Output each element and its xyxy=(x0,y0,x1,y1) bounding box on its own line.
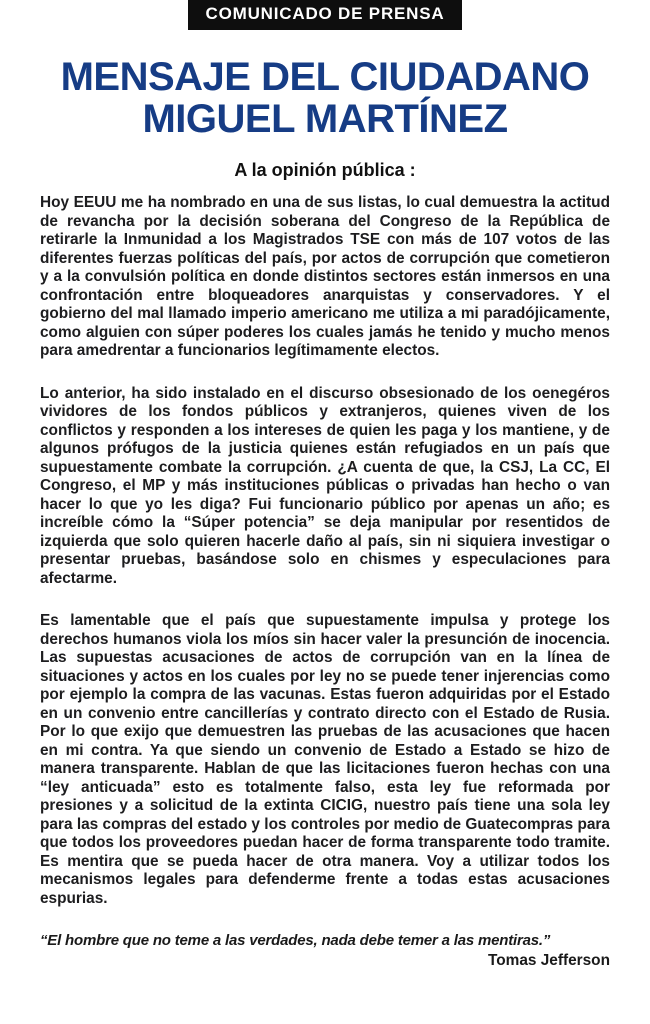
closing-quote-attribution: Tomas Jefferson xyxy=(487,952,610,969)
closing-quote-text: “El hombre que no teme a las verdades, nada debe temer a las mentiras.” xyxy=(40,932,551,949)
page-title-line1: MENSAJE DEL CIUDADANO xyxy=(60,55,590,99)
body-content xyxy=(0,194,650,908)
press-release-banner: COMUNICADO DE PRENSA xyxy=(188,0,463,30)
page-title-line2: MIGUEL MARTÍNEZ xyxy=(142,97,508,141)
closing-quote-block xyxy=(0,932,650,970)
page-title xyxy=(0,56,650,140)
salutation: A la opinión pública : xyxy=(234,160,416,180)
body-paragraph: Hoy EEUU me ha nombrado en una de sus listas, lo cual demuestra la actitud de revancha por la decisión soberana del Congreso de la República de retirarle la Inmunidad a los Magistrados TSE con más de 107 votos de las diferentes fuerzas políticas del país, por actos de corrupción que cometieron y a la convulsión política en donde distintos sectores están inmersos en una confrontación entre bloqueadores anarquistas y conservadores. Y el gobierno del mal llamado imperio americano me utiliza a mi paradójicamente, como alguien con súper poderes los cuales jamás he tenido y mucho menos para amedrentar a funcionarios legítimamente electos. xyxy=(40,194,610,359)
body-paragraph: Es lamentable que el país que supuestamente impulsa y protege los derechos humanos viola los míos sin hacer valer la presunción de inocencia. Las supuestas acusaciones de actos de corrupción van en la línea de situaciones y actos en los cuales por ley no se puede tener injerencias como por ejemplo la compra de las vacunas. Estas fueron adquiridas por el Estado en un convenio entre cancillerías y contrato directo con el Estado de Rusia. Por lo que exijo que demuestren las pruebas de las acusaciones que hacen en mi contra. Ya que siendo un convenio de Estado a Estado se hizo de manera transparente. Hablan de que las licitaciones fueron hechas con una “ley anticuada” esto es totalmente falso, esta ley fue reformada por presiones y a solicitud de la extinta CICIG, nuestro país tiene una sola ley para las compras del estado y los controles por medio de Guatecompras para que todos los proveedores puedan hacer de forma transparente todo tramite. Es mentira que se pueda hacer de otra manera. Voy a utilizar todos los mecanismos legales para defenderme frente a todas estas acusaciones espurias. xyxy=(40,612,610,907)
body-paragraph: Lo anterior, ha sido instalado en el discurso obsesionado de los oenegéros vividores de los fondos públicos y extranjeros, quienes viven de los conflictos y responden a los intereses de quien les paga y los mantiene, y de algunos prófugos de la justicia quienes están refugiados en un país que supuestamente combate la corrupción. ¿A cuenta de que, la CSJ, La CC, El Congreso, el MP y más instituciones públicas o privadas han hecho o van hacer lo que yo les diga? Fui funcionario público por apenas un año; es increíble cómo la “Súper potencia” se deja manipular por resentidos de izquierda que solo quieren hacerle daño al país, sin ni siquiera investigar o presentar pruebas, basándose solo en chismes y especulaciones para afectarme. xyxy=(40,384,610,587)
